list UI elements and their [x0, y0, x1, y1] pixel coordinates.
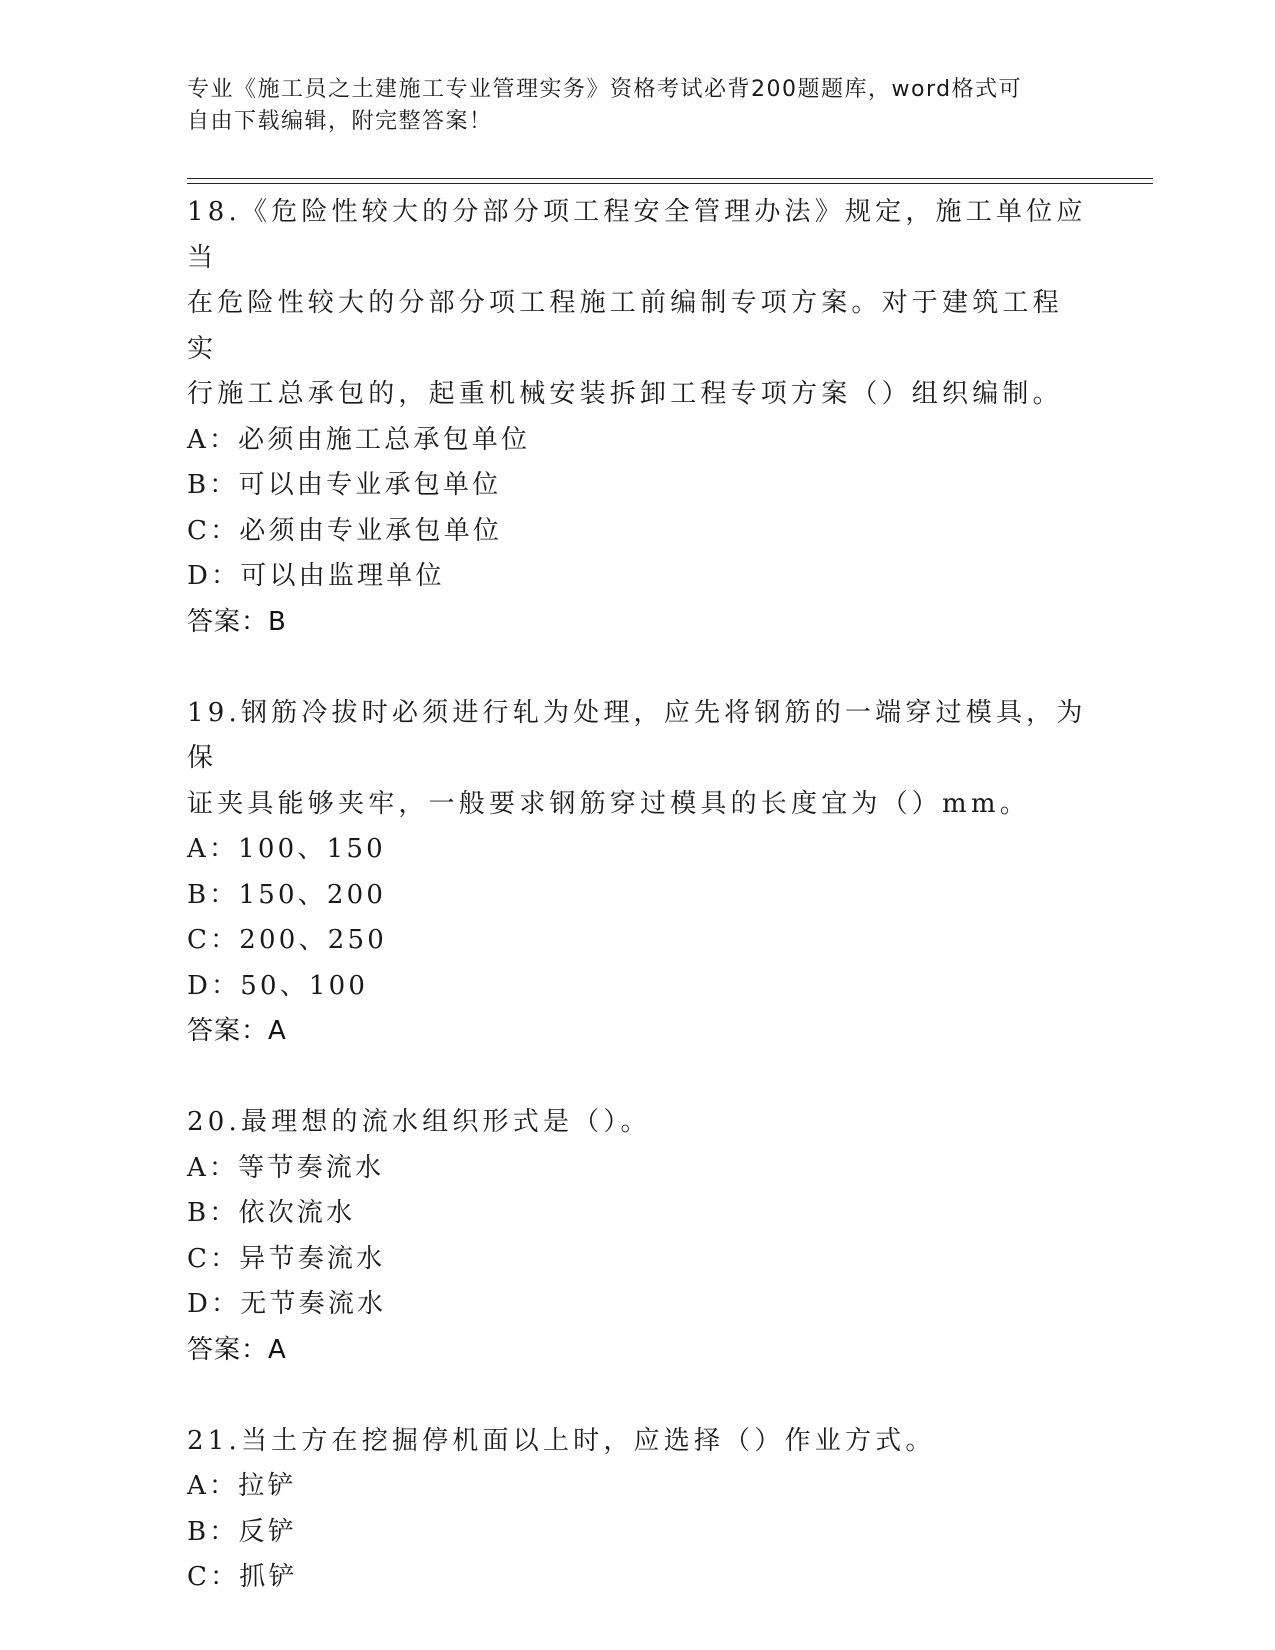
option-b: B：依次流水 [187, 1198, 356, 1228]
question-text-line: 行施工总承包的，起重机械安装拆卸工程专项方案（）组织编制。 [187, 379, 1063, 409]
header-line-1: 专业《施工员之土建施工专业管理实务》资格考试必背200题题库，word格式可 [187, 77, 1023, 102]
header-divider-top [187, 178, 1153, 179]
question-text-line: 21.当土方在挖掘停机面以上时，应选择（）作业方式。 [187, 1425, 936, 1456]
question-list [187, 190, 1087, 1601]
question-18 [187, 190, 1087, 645]
header-line-2: 自由下载编辑，附完整答案！ [187, 109, 493, 134]
option-c: C：200、250 [187, 925, 387, 955]
question-text-line: 20.最理想的流水组织形式是（）。 [187, 1107, 651, 1137]
answer: 答案：A [187, 1016, 287, 1046]
question-text-line: 18.《危险性较大的分部分项工程安全管理办法》规定，施工单位应当 [187, 197, 1087, 273]
question-19 [187, 691, 1087, 1055]
option-a: A：必须由施工总承包单位 [187, 424, 531, 455]
option-c: C：必须由专业承包单位 [187, 515, 503, 546]
option-d: D：无节奏流水 [187, 1289, 387, 1319]
option-a: A：等节奏流水 [187, 1152, 385, 1183]
question-text-line: 证夹具能够夹牢，一般要求钢筋穿过模具的长度宜为（）mm。 [187, 788, 1030, 819]
question-20 [187, 1100, 1087, 1373]
option-d: D：可以由监理单位 [187, 561, 445, 591]
header-divider-bottom [187, 183, 1153, 184]
question-21 [187, 1419, 1087, 1601]
option-d: D：50、100 [187, 970, 369, 1001]
spacer [187, 1055, 1087, 1101]
answer: 答案：A [187, 1334, 287, 1365]
option-b: B：可以由专业承包单位 [187, 470, 502, 500]
document-header [187, 74, 1067, 138]
option-b: B：150、200 [187, 879, 387, 910]
option-a: A：拉铲 [187, 1471, 297, 1501]
option-c: C：抓铲 [187, 1562, 298, 1592]
spacer [187, 1373, 1087, 1419]
option-a: A：100、150 [187, 834, 386, 864]
option-b: B：反铲 [187, 1516, 297, 1547]
spacer [187, 645, 1087, 691]
question-text-line: 在危险性较大的分部分项工程施工前编制专项方案。对于建筑工程实 [187, 288, 1063, 364]
answer: 答案：B [187, 606, 287, 637]
question-text-line: 19.钢筋冷拔时必须进行轧为处理，应先将钢筋的一端穿过模具，为保 [187, 697, 1087, 773]
option-c: C：异节奏流水 [187, 1243, 386, 1274]
